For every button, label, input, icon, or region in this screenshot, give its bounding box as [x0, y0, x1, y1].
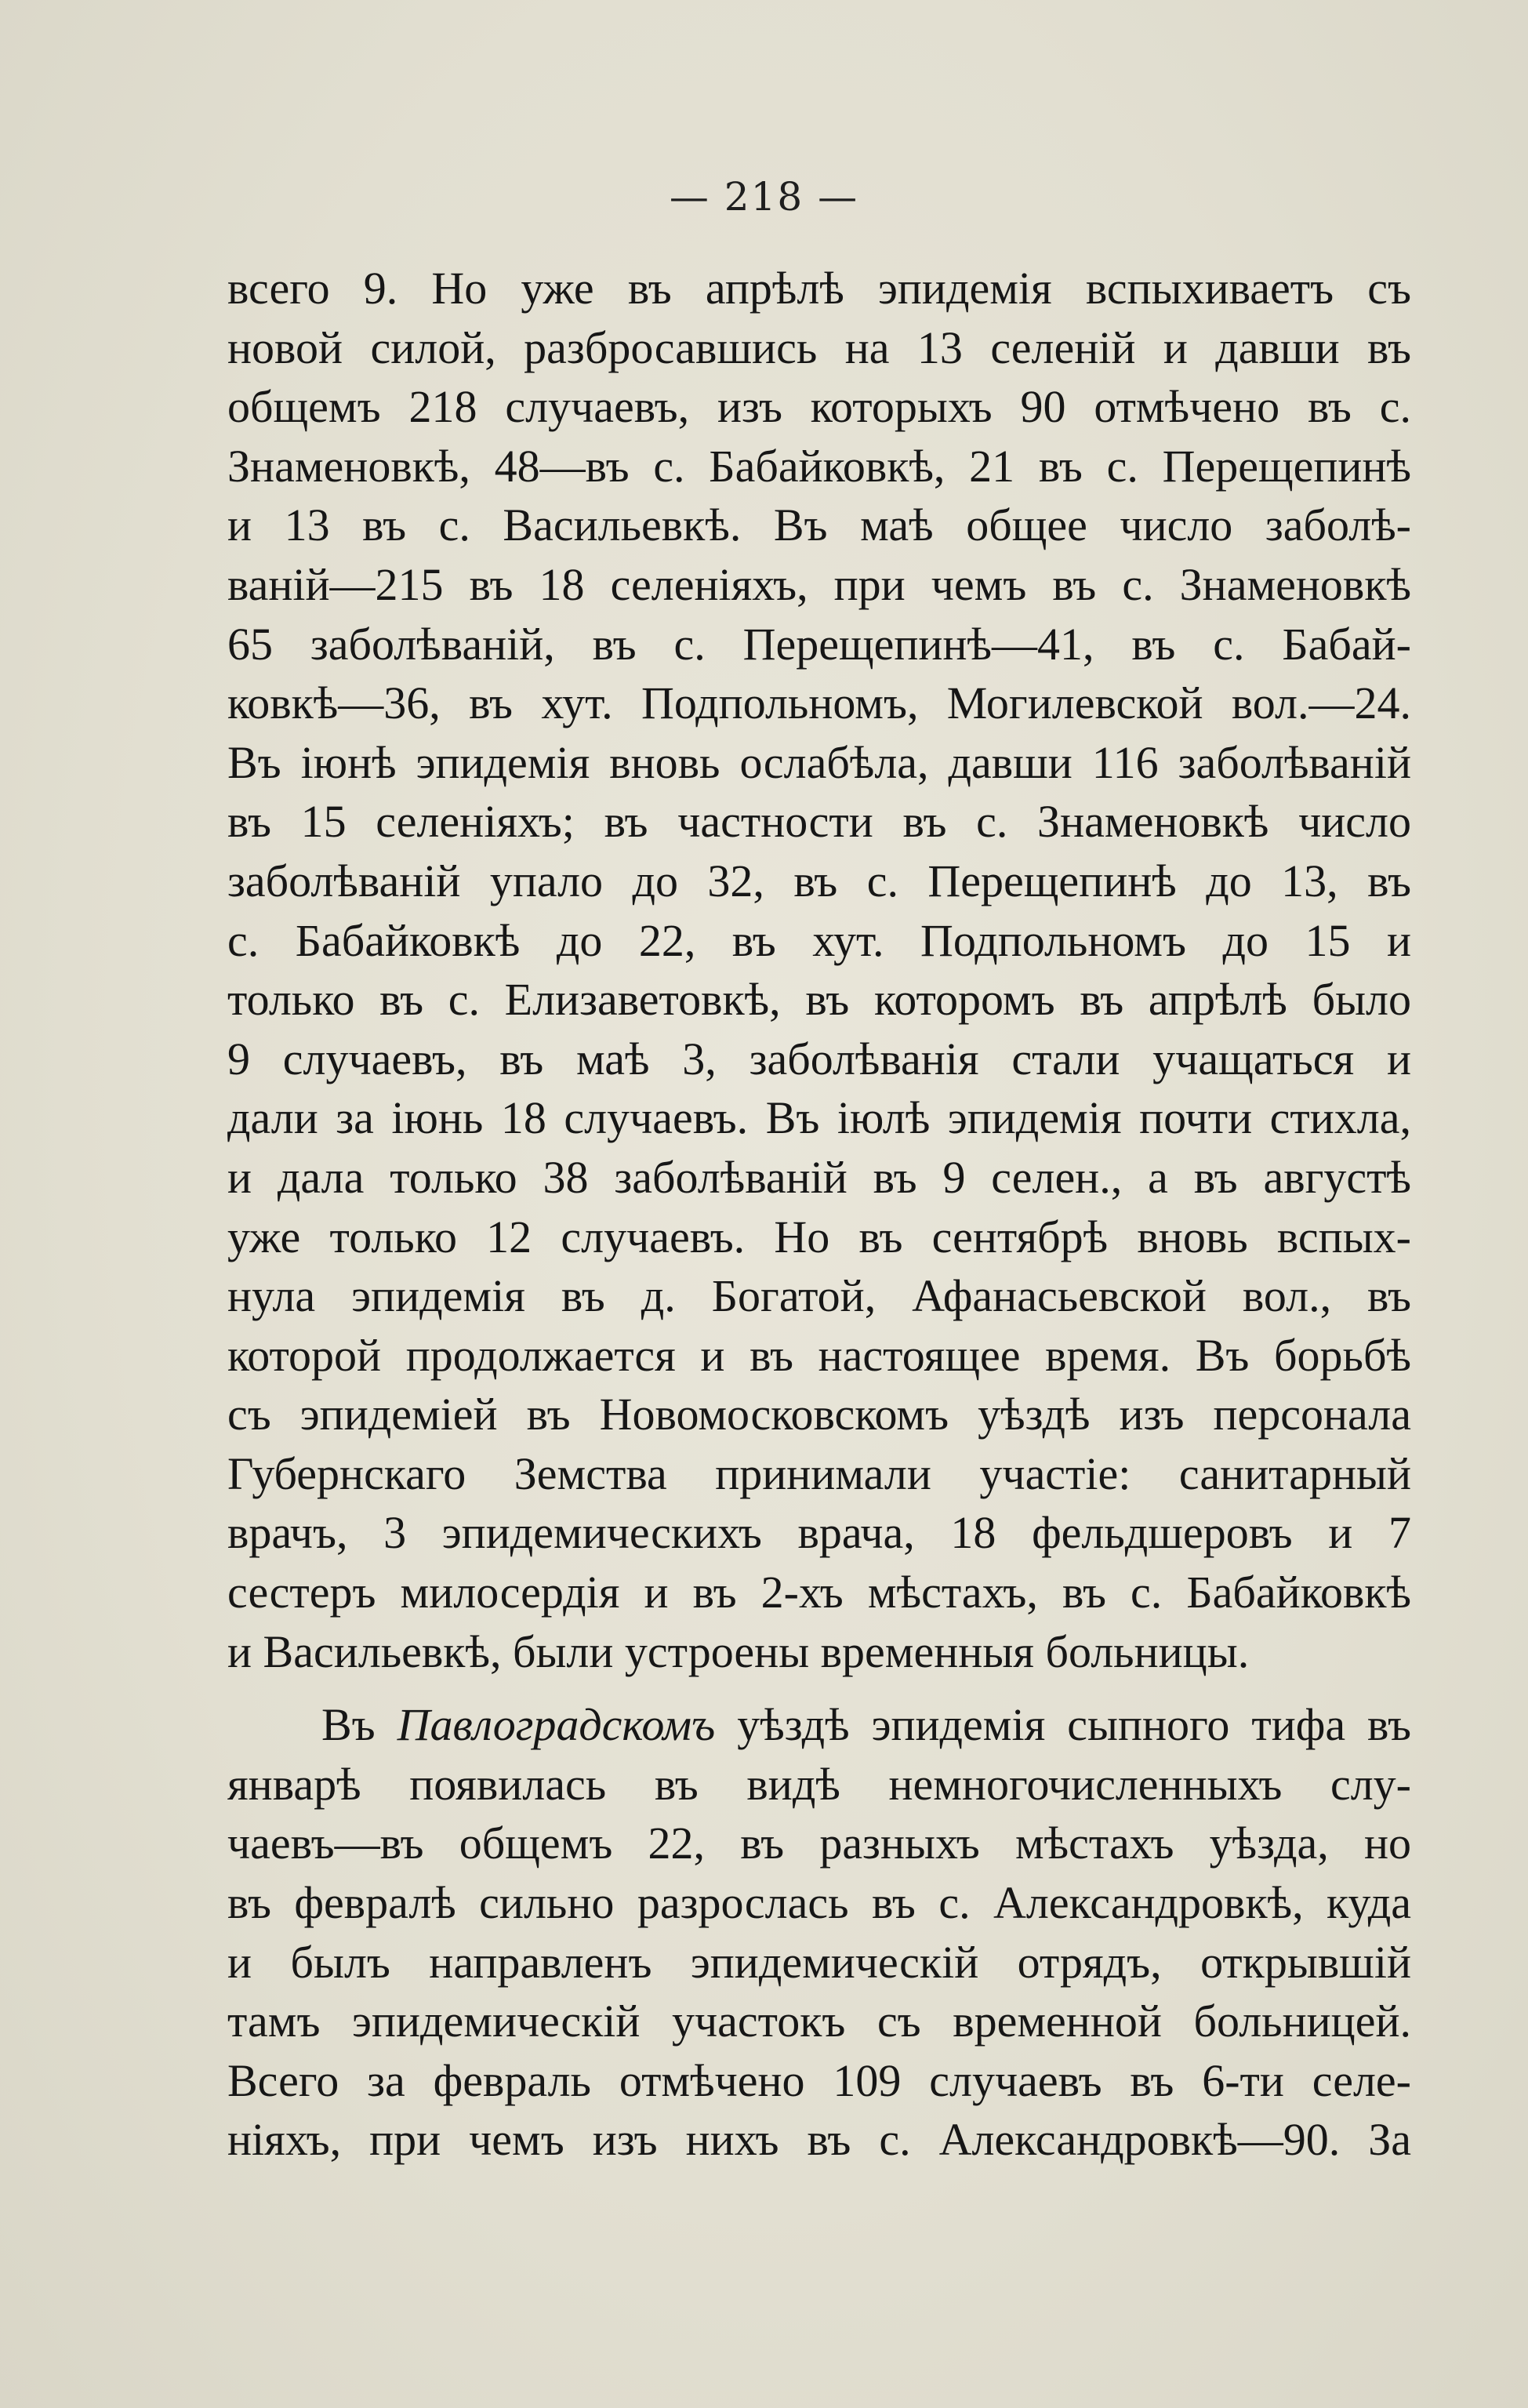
text-line: заболѣваній упало до 32, въ с. Перещепинѣ до 13, въ: [227, 855, 1411, 906]
text-line: 9 случаевъ, въ маѣ 3, заболѣванія стали учащаться и: [227, 1033, 1411, 1084]
text-line: дали за іюнь 18 случаевъ. Въ іюлѣ эпидемія почти стихла,: [227, 1092, 1411, 1144]
text-line: Губернскаго Земства принимали участіе: санитарный: [227, 1447, 1411, 1499]
text-line: сестеръ милосердія и въ 2-хъ мѣстахъ, въ с. Бабайковкѣ: [227, 1567, 1411, 1618]
text-line: въ 15 селеніяхъ; въ частности въ с. Знаменовкѣ число: [227, 796, 1411, 848]
text-line: въ февралѣ сильно разрослась въ с. Александровкѣ, куда: [227, 1877, 1411, 1929]
paragraph-2: [227, 1695, 1411, 2170]
text-line-first: [227, 1695, 1411, 1755]
text-line: чаевъ—въ общемъ 22, въ разныхъ мѣстахъ уѣзда, но: [227, 1818, 1411, 1869]
text-line: нула эпидемія въ д. Богатой, Афанасьевской вол., въ: [227, 1270, 1411, 1322]
text-line: ніяхъ, при чемъ изъ нихъ въ с. Александровкѣ—90. За: [227, 2114, 1411, 2166]
text-line: которой продолжается и въ настоящее время. Въ борьбѣ: [227, 1329, 1411, 1381]
paragraph-1: [227, 259, 1411, 1681]
text-line: тамъ эпидемическій участокъ съ временной больницей.: [227, 1996, 1411, 2047]
text-line: общемъ 218 случаевъ, изъ которыхъ 90 отмѣчено въ с.: [227, 381, 1411, 433]
text-line: ваній—215 въ 18 селеніяхъ, при чемъ въ с. Знаменовкѣ: [227, 558, 1411, 610]
text-line: съ эпидеміей въ Новомосковскомъ уѣздѣ изъ персонала: [227, 1389, 1411, 1440]
page-number: — 218 —: [669, 174, 859, 220]
text-line: 65 заболѣваній, въ с. Перещепинѣ—41, въ с. Бабай-: [227, 618, 1411, 670]
text-line: уже только 12 случаевъ. Но въ сентябрѣ вновь вспых-: [227, 1211, 1411, 1262]
text-line: Всего за февраль отмѣчено 109 случаевъ въ 6-ти селе-: [227, 2054, 1411, 2106]
text-line: и былъ направленъ эпидемическій отрядъ, открывшій: [227, 1936, 1411, 1988]
body-text: [227, 259, 1411, 2170]
line-prefix: Въ: [321, 1699, 397, 1751]
text-line: только въ с. Елизаветовкѣ, въ которомъ въ апрѣлѣ было: [227, 974, 1411, 1026]
district-name: Павлоградскомъ: [397, 1699, 716, 1751]
text-line: Знаменовкѣ, 48—въ с. Бабайковкѣ, 21 въ с. Перещепинѣ: [227, 440, 1411, 492]
line-suffix: уѣздѣ эпидемія сыпного тифа въ: [715, 1699, 1411, 1751]
text-line: январѣ появилась въ видѣ немногочисленныхъ слу-: [227, 1758, 1411, 1810]
text-line: и Васильевкѣ, были устроены временныя больницы.: [227, 1625, 1250, 1677]
text-line: с. Бабайковкѣ до 22, въ хут. Подпольномъ до 15 и: [227, 914, 1411, 966]
text-line: и 13 въ с. Васильевкѣ. Въ маѣ общее число заболѣ-: [227, 499, 1411, 551]
text-line: всего 9. Но уже въ апрѣлѣ эпидемія вспыхиваетъ съ: [227, 263, 1411, 314]
text-line: врачъ, 3 эпидемическихъ врача, 18 фельдшеровъ и 7: [227, 1507, 1411, 1559]
text-line: новой силой, разбросавшись на 13 селеній и давши въ: [227, 321, 1411, 373]
text-line: ковкѣ—36, въ хут. Подпольномъ, Могилевской вол.—24.: [227, 677, 1411, 729]
text-line: Въ іюнѣ эпидемія вновь ослабѣла, давши 116 заболѣваній: [227, 736, 1411, 788]
paragraph-gap: [227, 1681, 1411, 1695]
text-line: и дала только 38 заболѣваній въ 9 селен., а въ августѣ: [227, 1151, 1411, 1203]
